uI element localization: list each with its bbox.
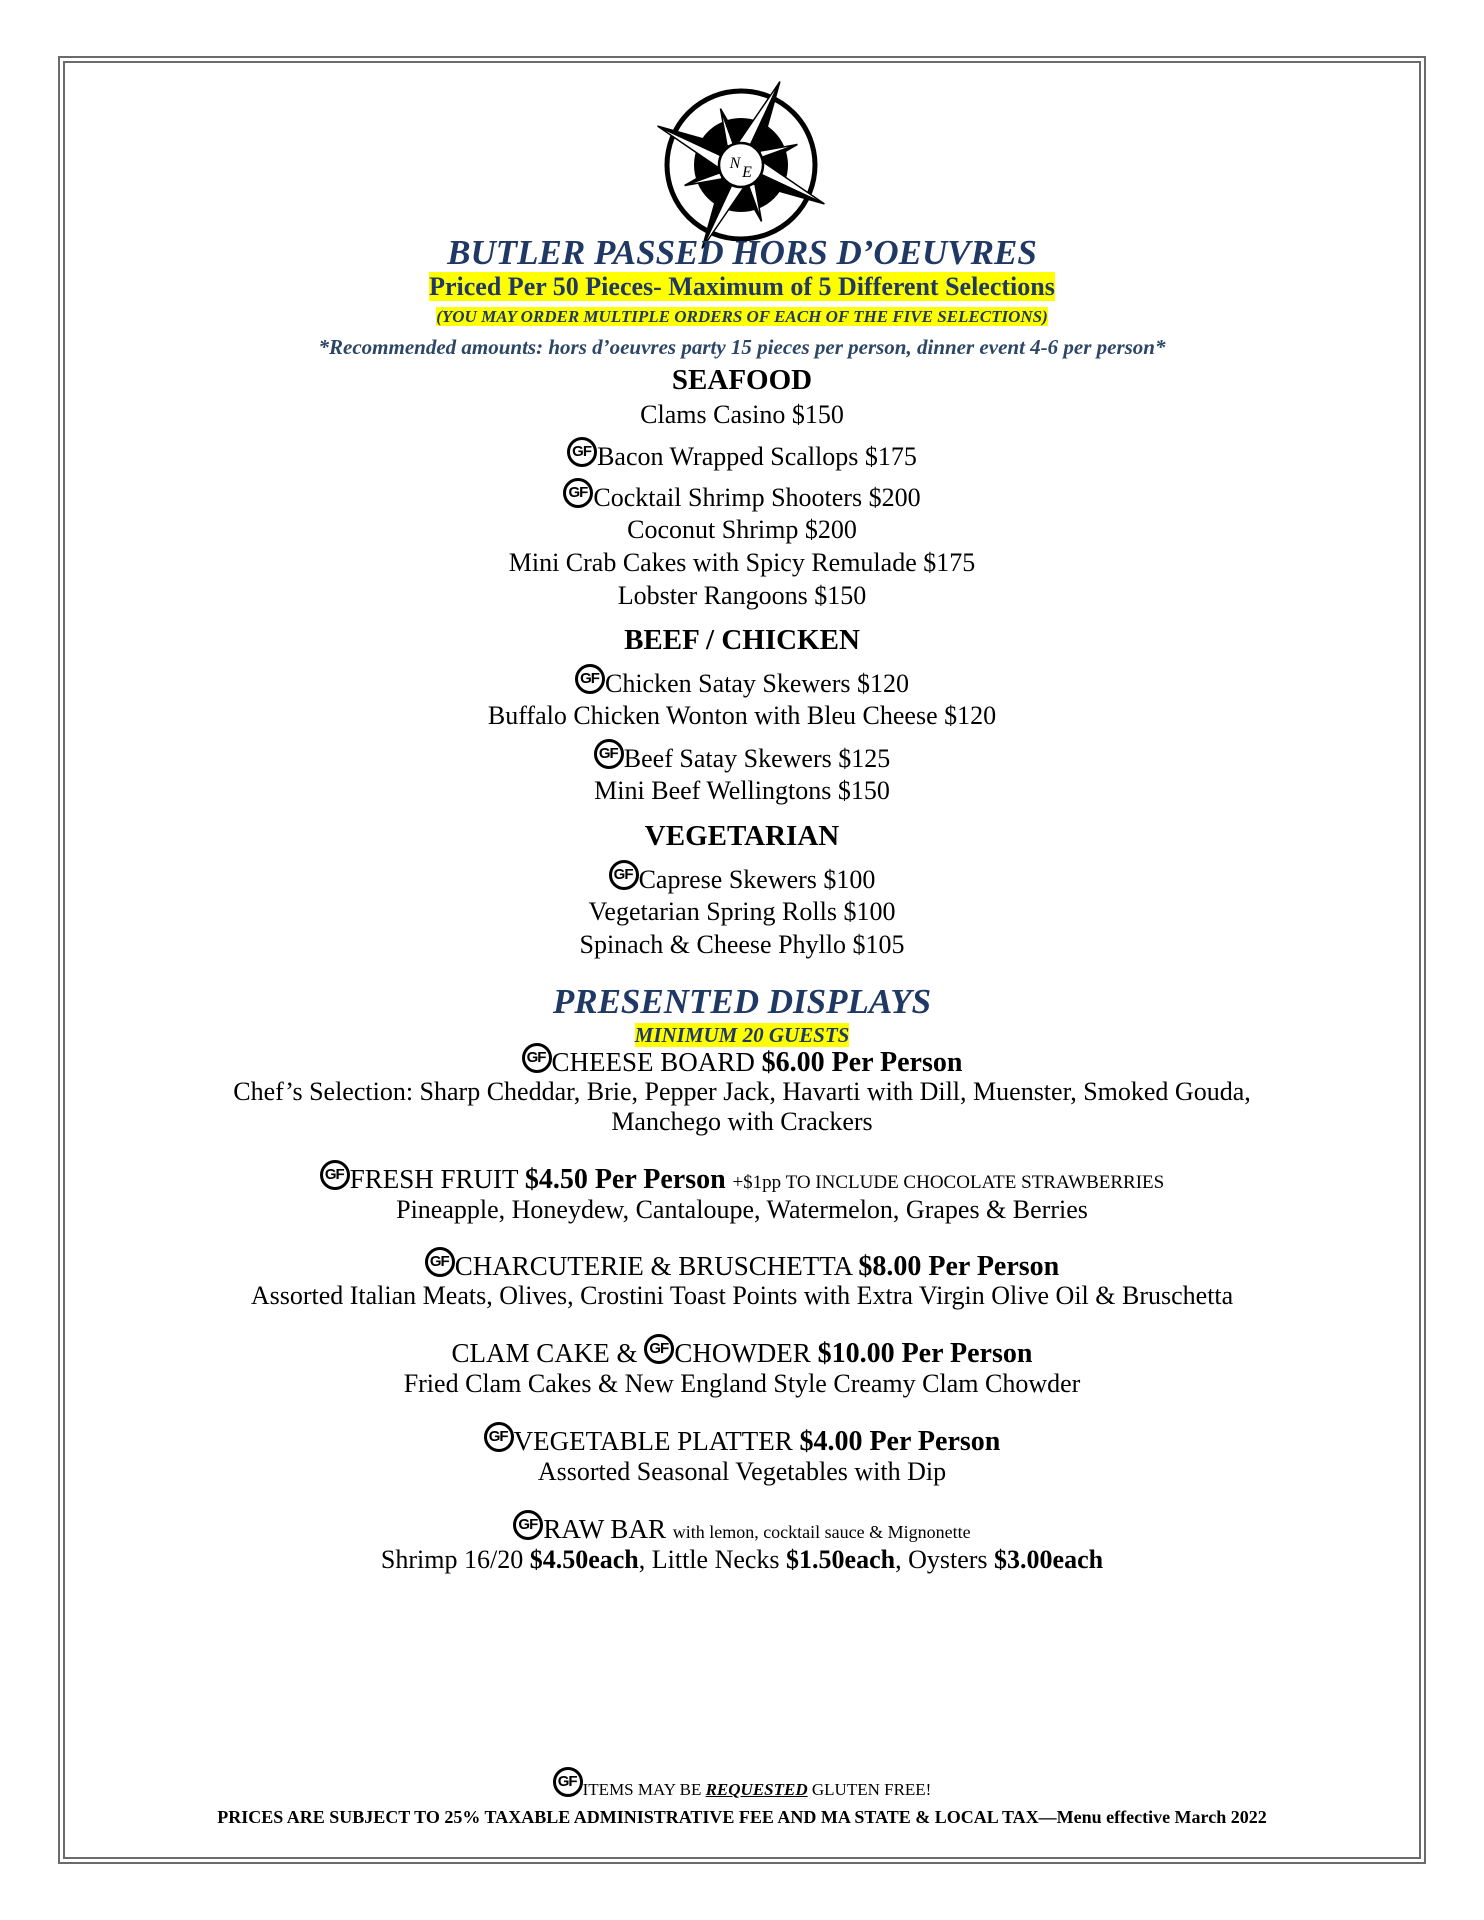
pricing-note: Priced Per 50 Pieces- Maximum of 5 Different Selections bbox=[429, 272, 1055, 301]
menu-item bbox=[0, 774, 1484, 808]
display-name: CHOWDER bbox=[674, 1338, 811, 1368]
display-vegetable-platter bbox=[0, 1424, 1484, 1459]
display-name: CHEESE BOARD bbox=[551, 1047, 755, 1077]
item-name: Chicken Satay Skewers bbox=[604, 669, 851, 698]
recommended-amounts-note: *Recommended amounts: hors d’oeuvres party 15 pieces per person, dinner event 4-6 per person* bbox=[318, 335, 1166, 359]
pricing-note-line bbox=[0, 272, 1484, 302]
display-description: Assorted Seasonal Vegetables with Dip bbox=[537, 1457, 947, 1486]
item-name: Buffalo Chicken Wonton with Bleu Cheese bbox=[487, 701, 938, 730]
item-name: Clams Casino bbox=[640, 400, 786, 429]
menu-item bbox=[0, 863, 1484, 897]
raw-bar-label: Shrimp 16/20 bbox=[380, 1545, 524, 1574]
raw-bar-price: $4.50each bbox=[529, 1545, 639, 1574]
item-name: Caprese Skewers bbox=[638, 865, 817, 894]
item-price: $175 bbox=[864, 442, 917, 471]
gluten-free-icon: GF bbox=[609, 860, 639, 890]
section-heading-beef-chicken: BEEF / CHICKEN bbox=[624, 624, 860, 656]
menu-item bbox=[0, 579, 1484, 613]
minimum-guests-note: MINIMUM 20 GUESTS bbox=[634, 1023, 850, 1047]
raw-bar-label: Oysters bbox=[908, 1545, 988, 1574]
gluten-free-icon: GF bbox=[425, 1247, 455, 1277]
item-price: $120 bbox=[944, 701, 997, 730]
item-name: Beef Satay Skewers bbox=[623, 744, 832, 773]
separator: , bbox=[895, 1545, 902, 1574]
item-name: Spinach & Cheese Phyllo bbox=[579, 930, 846, 959]
gluten-free-icon: GF bbox=[484, 1422, 514, 1452]
display-name: CHARCUTERIE & BRUSCHETTA bbox=[454, 1251, 852, 1281]
multiple-orders-note: (YOU MAY ORDER MULTIPLE ORDERS OF EACH OF THE FIVE SELECTIONS) bbox=[436, 307, 1048, 326]
item-name: Cocktail Shrimp Shooters bbox=[593, 483, 863, 512]
item-name: Mini Crab Cakes with Spicy Remulade bbox=[508, 548, 917, 577]
gluten-free-icon: GF bbox=[320, 1160, 350, 1190]
menu-item bbox=[0, 895, 1484, 929]
item-price: $200 bbox=[804, 515, 857, 544]
display-clam-cake-chowder bbox=[0, 1336, 1484, 1371]
displays-title: PRESENTED DISPLAYS bbox=[552, 982, 932, 1021]
menu-item bbox=[0, 546, 1484, 580]
display-description: Manchego with Crackers bbox=[611, 1107, 873, 1136]
section-heading-vegetarian: VEGETARIAN bbox=[644, 820, 840, 852]
item-price: $200 bbox=[868, 483, 921, 512]
gluten-free-icon: GF bbox=[575, 664, 605, 694]
menu-item bbox=[0, 440, 1484, 474]
item-name: Coconut Shrimp bbox=[627, 515, 799, 544]
page-title: BUTLER PASSED HORS D’OEUVRES bbox=[447, 233, 1037, 272]
item-price: $100 bbox=[843, 897, 896, 926]
logo-monogram-e: E bbox=[742, 164, 752, 181]
display-price: $8.00 Per Person bbox=[858, 1251, 1060, 1282]
display-name: CLAM CAKE & bbox=[451, 1338, 638, 1368]
display-name: RAW BAR bbox=[543, 1514, 666, 1544]
item-name: Lobster Rangoons bbox=[617, 581, 808, 610]
logo-center-circle bbox=[719, 143, 763, 187]
separator: , bbox=[638, 1545, 646, 1574]
display-price: $4.50 Per Person bbox=[524, 1164, 726, 1195]
gluten-free-icon: GF bbox=[522, 1043, 552, 1073]
gluten-free-icon: GF bbox=[567, 437, 597, 467]
menu-item bbox=[0, 667, 1484, 701]
display-description: Fried Clam Cakes & New England Style Creamy Clam Chowder bbox=[403, 1369, 1081, 1398]
item-price: $105 bbox=[852, 930, 905, 959]
raw-bar-price: $3.00each bbox=[994, 1545, 1104, 1574]
display-name: FRESH FRUIT bbox=[349, 1164, 519, 1194]
gluten-free-legend bbox=[0, 1773, 1484, 1806]
menu-item bbox=[0, 513, 1484, 547]
display-description: Chef’s Selection: Sharp Cheddar, Brie, Pepper Jack, Havarti with Dill, Muenster, Smoked Gouda, bbox=[233, 1077, 1251, 1106]
legend-emphasis: REQUESTED bbox=[705, 1779, 808, 1799]
gluten-free-icon: GF bbox=[513, 1510, 543, 1540]
prices-disclaimer: PRICES ARE SUBJECT TO 25% TAXABLE ADMINISTRATIVE FEE AND MA STATE & LOCAL TAX—Menu effective March 2022 bbox=[217, 1807, 1267, 1827]
item-price: $150 bbox=[791, 400, 844, 429]
display-price: $4.00 Per Person bbox=[799, 1426, 1001, 1457]
display-addon: +$1pp TO INCLUDE CHOCOLATE STRAWBERRIES bbox=[732, 1172, 1165, 1193]
menu-item bbox=[0, 742, 1484, 776]
item-price: $150 bbox=[837, 776, 890, 805]
item-price: $120 bbox=[857, 669, 909, 698]
item-price: $150 bbox=[814, 581, 867, 610]
gluten-free-icon: GF bbox=[594, 739, 624, 769]
item-name: Bacon Wrapped Scallops bbox=[597, 442, 859, 471]
menu-item bbox=[0, 481, 1484, 515]
display-name: VEGETABLE PLATTER bbox=[513, 1426, 793, 1456]
item-price: $100 bbox=[823, 865, 876, 894]
menu-item bbox=[0, 398, 1484, 432]
item-price: $125 bbox=[838, 744, 891, 773]
section-heading-seafood: SEAFOOD bbox=[671, 364, 813, 396]
multiple-orders-note-line bbox=[0, 306, 1484, 328]
display-note: with lemon, cocktail sauce & Mignonette bbox=[672, 1522, 971, 1542]
item-price: $175 bbox=[923, 548, 976, 577]
gluten-free-icon: GF bbox=[563, 478, 593, 508]
raw-bar-label: Little Necks bbox=[651, 1545, 780, 1574]
item-name: Vegetarian Spring Rolls bbox=[588, 897, 837, 926]
raw-bar-prices bbox=[0, 1543, 1484, 1577]
menu-item bbox=[0, 699, 1484, 733]
gluten-free-icon: GF bbox=[644, 1334, 674, 1364]
legend-suffix: GLUTEN FREE! bbox=[811, 1779, 932, 1799]
menu-item bbox=[0, 928, 1484, 962]
logo-monogram-n: N bbox=[729, 155, 741, 172]
display-description: Assorted Italian Meats, Olives, Crostini Toast Points with Extra Virgin Olive Oil & Bruschetta bbox=[250, 1281, 1234, 1310]
gluten-free-icon: GF bbox=[553, 1767, 583, 1797]
item-name: Mini Beef Wellingtons bbox=[594, 776, 832, 805]
display-price: $6.00 Per Person bbox=[761, 1047, 963, 1078]
display-price: $10.00 Per Person bbox=[817, 1338, 1033, 1369]
legend-prefix: ITEMS MAY BE bbox=[582, 1779, 702, 1799]
display-description: Pineapple, Honeydew, Cantaloupe, Watermelon, Grapes & Berries bbox=[396, 1195, 1088, 1224]
raw-bar-price: $1.50each bbox=[786, 1545, 896, 1574]
